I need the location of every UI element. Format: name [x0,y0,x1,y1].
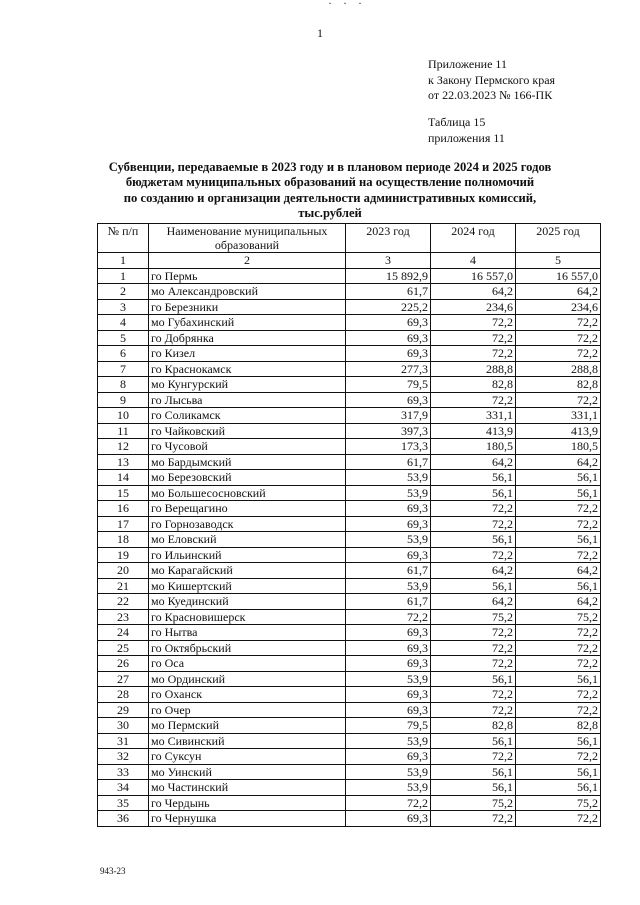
municipality-name: го Чердынь [149,795,346,811]
row-number: 13 [98,454,149,470]
row-number: 32 [98,749,149,765]
row-number: 6 [98,346,149,362]
table-row [98,470,601,486]
amount-2023: 61,7 [346,594,431,610]
table-row [98,656,601,672]
amount-2023: 61,7 [346,284,431,300]
amount-2023: 69,3 [346,392,431,408]
row-number: 15 [98,485,149,501]
municipality-name: мо Александровский [149,284,346,300]
row-number: 2 [98,284,149,300]
column-index: 4 [431,253,516,269]
row-number: 17 [98,516,149,532]
amount-2025: 72,2 [516,749,601,765]
amount-2025: 72,2 [516,625,601,641]
amount-2024: 56,1 [431,532,516,548]
municipality-name: го Чайковский [149,423,346,439]
table-row [98,547,601,563]
table-row [98,299,601,315]
amount-2024: 180,5 [431,439,516,455]
table-row [98,392,601,408]
table-row [98,718,601,734]
title-line: по созданию и организации деятельности административных комиссий, [123,190,537,205]
table-row [98,780,601,796]
municipality-name: го Ильинский [149,547,346,563]
amount-2023: 53,9 [346,780,431,796]
appendix-reference [428,57,555,104]
municipality-name: мо Березовский [149,470,346,486]
row-number: 11 [98,423,149,439]
amount-2025: 72,2 [516,315,601,331]
amount-2023: 69,3 [346,346,431,362]
municipality-name: мо Уинский [149,764,346,780]
document-title [60,160,600,221]
row-number: 14 [98,470,149,486]
municipality-name: мо Губахинский [149,315,346,331]
table-row [98,361,601,377]
amount-2024: 72,2 [431,749,516,765]
amount-2023: 53,9 [346,578,431,594]
amount-2023: 53,9 [346,671,431,687]
amount-2023: 69,3 [346,656,431,672]
amount-2023: 397,3 [346,423,431,439]
page-number: 1 [317,26,323,40]
appendix-line: Приложение 11 [428,57,507,71]
amount-2023: 277,3 [346,361,431,377]
municipality-name: го Очер [149,702,346,718]
scan-marks: · · · [328,0,366,10]
column-index: 2 [149,253,346,269]
row-number: 23 [98,609,149,625]
amount-2023: 79,5 [346,377,431,393]
amount-2023: 69,3 [346,516,431,532]
row-number: 8 [98,377,149,393]
amount-2024: 72,2 [431,656,516,672]
amount-2023: 69,3 [346,547,431,563]
table-row [98,609,601,625]
amount-2025: 56,1 [516,470,601,486]
amount-2023: 69,3 [346,811,431,827]
amount-2024: 75,2 [431,795,516,811]
table-row [98,423,601,439]
amount-2025: 234,6 [516,299,601,315]
amount-2024: 64,2 [431,284,516,300]
row-number: 30 [98,718,149,734]
table-row [98,532,601,548]
municipality-name: го Суксун [149,749,346,765]
amount-2025: 75,2 [516,795,601,811]
amount-2024: 56,1 [431,485,516,501]
amount-2025: 56,1 [516,733,601,749]
table-row [98,795,601,811]
amount-2025: 72,2 [516,811,601,827]
column-index-row [98,253,601,269]
row-number: 4 [98,315,149,331]
row-number: 16 [98,501,149,517]
amount-2024: 72,2 [431,501,516,517]
amount-2024: 72,2 [431,392,516,408]
amount-2024: 72,2 [431,315,516,331]
municipality-name: го Верещагино [149,501,346,517]
header-2024: 2024 год [431,224,516,253]
amount-2023: 225,2 [346,299,431,315]
table-row [98,563,601,579]
amount-2025: 64,2 [516,454,601,470]
amount-2025: 72,2 [516,346,601,362]
amount-2025: 64,2 [516,284,601,300]
amount-2024: 56,1 [431,671,516,687]
table-row [98,284,601,300]
amount-2023: 53,9 [346,532,431,548]
table-row [98,454,601,470]
amount-2024: 331,1 [431,408,516,424]
amount-2024: 64,2 [431,594,516,610]
amount-2023: 69,3 [346,315,431,331]
amount-2025: 16 557,0 [516,268,601,284]
amount-2023: 173,3 [346,439,431,455]
municipality-name: го Оханск [149,687,346,703]
table-reference-line: приложения 11 [428,130,505,145]
row-number: 35 [98,795,149,811]
row-number: 31 [98,733,149,749]
amount-2025: 180,5 [516,439,601,455]
amount-2024: 56,1 [431,578,516,594]
table-row [98,268,601,284]
municipality-name: го Октябрьский [149,640,346,656]
amount-2023: 69,3 [346,687,431,703]
municipality-name: мо Карагайский [149,563,346,579]
row-number: 20 [98,563,149,579]
municipality-name: го Красновишерск [149,609,346,625]
municipality-name: го Краснокамск [149,361,346,377]
document-code: 943-23 [100,866,126,876]
municipality-name: го Чусовой [149,439,346,455]
amount-2025: 72,2 [516,330,601,346]
amount-2023: 69,3 [346,640,431,656]
row-number: 12 [98,439,149,455]
row-number: 5 [98,330,149,346]
table-row [98,811,601,827]
amount-2023: 61,7 [346,563,431,579]
amount-2025: 413,9 [516,423,601,439]
row-number: 22 [98,594,149,610]
amount-2024: 16 557,0 [431,268,516,284]
table-row [98,749,601,765]
amount-2025: 56,1 [516,671,601,687]
municipality-name: го Горнозаводск [149,516,346,532]
column-index: 1 [98,253,149,269]
amount-2024: 72,2 [431,547,516,563]
municipality-name: го Оса [149,656,346,672]
amount-2023: 69,3 [346,702,431,718]
amount-2023: 69,3 [346,749,431,765]
table-row [98,315,601,331]
row-number: 18 [98,532,149,548]
amount-2025: 56,1 [516,780,601,796]
municipality-name: мо Куединский [149,594,346,610]
amount-2025: 72,2 [516,392,601,408]
amount-2024: 75,2 [431,609,516,625]
amount-2024: 82,8 [431,377,516,393]
municipality-name: мо Еловский [149,532,346,548]
amount-2025: 75,2 [516,609,601,625]
amount-2024: 56,1 [431,764,516,780]
table-row [98,594,601,610]
municipality-name: го Березники [149,299,346,315]
table-row [98,640,601,656]
amount-2024: 56,1 [431,780,516,796]
amount-2023: 53,9 [346,485,431,501]
amount-2025: 56,1 [516,764,601,780]
amount-2024: 72,2 [431,516,516,532]
table-row [98,346,601,362]
amount-2023: 69,3 [346,330,431,346]
table-row [98,578,601,594]
row-number: 19 [98,547,149,563]
amount-2024: 72,2 [431,640,516,656]
header-2025: 2025 год [516,224,601,253]
amount-2023: 317,9 [346,408,431,424]
row-number: 34 [98,780,149,796]
municipality-name: го Нытва [149,625,346,641]
amount-2024: 56,1 [431,470,516,486]
amount-2024: 72,2 [431,702,516,718]
amount-2025: 56,1 [516,578,601,594]
row-number: 9 [98,392,149,408]
table-row [98,439,601,455]
amount-2025: 72,2 [516,687,601,703]
row-number: 21 [98,578,149,594]
amount-2023: 69,3 [346,501,431,517]
municipality-name: мо Пермский [149,718,346,734]
amount-2023: 61,7 [346,454,431,470]
amount-2024: 72,2 [431,346,516,362]
amount-2024: 56,1 [431,733,516,749]
row-number: 10 [98,408,149,424]
column-index: 3 [346,253,431,269]
amount-2024: 72,2 [431,811,516,827]
table-row [98,702,601,718]
amount-2024: 413,9 [431,423,516,439]
amount-2024: 72,2 [431,625,516,641]
amount-2023: 15 892,9 [346,268,431,284]
row-number: 28 [98,687,149,703]
row-number: 24 [98,625,149,641]
amount-2023: 69,3 [346,625,431,641]
title-line: бюджетам муниципальных образований на осуществление полномочий [125,175,535,190]
header-2023: 2023 год [346,224,431,253]
amount-2024: 64,2 [431,563,516,579]
amount-2025: 72,2 [516,656,601,672]
amount-2025: 331,1 [516,408,601,424]
municipality-name: мо Кишертский [149,578,346,594]
municipality-name: го Чернушка [149,811,346,827]
amount-2025: 72,2 [516,640,601,656]
table-row [98,330,601,346]
municipality-name: мо Сивинский [149,733,346,749]
municipality-name: мо Бардымский [149,454,346,470]
amount-2025: 72,2 [516,702,601,718]
amount-2024: 64,2 [431,454,516,470]
amount-2025: 288,8 [516,361,601,377]
amount-2025: 64,2 [516,594,601,610]
amount-2025: 56,1 [516,532,601,548]
amount-2025: 82,8 [516,718,601,734]
table-header-row [98,224,601,253]
row-number: 26 [98,656,149,672]
amount-2023: 72,2 [346,609,431,625]
amount-2023: 53,9 [346,733,431,749]
municipality-name: го Соликамск [149,408,346,424]
amount-2023: 72,2 [346,795,431,811]
row-number: 25 [98,640,149,656]
row-number: 3 [98,299,149,315]
table-row [98,377,601,393]
municipality-name: мо Частинский [149,780,346,796]
amount-2024: 72,2 [431,687,516,703]
amount-2025: 72,2 [516,516,601,532]
table-row [98,671,601,687]
column-index: 5 [516,253,601,269]
header-num: № п/п [98,224,149,253]
amount-2023: 53,9 [346,764,431,780]
appendix-line: от 22.03.2023 № 166-ПК [428,88,553,102]
appendix-line: к Закону Пермского края [428,72,556,87]
amount-2025: 72,2 [516,501,601,517]
amount-2024: 288,8 [431,361,516,377]
municipality-name: мо Ординский [149,671,346,687]
amount-2024: 72,2 [431,330,516,346]
row-number: 33 [98,764,149,780]
table-row [98,501,601,517]
table-row [98,687,601,703]
table-row [98,408,601,424]
municipality-name: го Добрянка [149,330,346,346]
municipality-name: го Пермь [149,268,346,284]
table-reference-line: Таблица 15 [428,115,486,129]
table-row [98,733,601,749]
amount-2023: 79,5 [346,718,431,734]
amount-2025: 72,2 [516,547,601,563]
amount-2025: 64,2 [516,563,601,579]
row-number: 7 [98,361,149,377]
row-number: 29 [98,702,149,718]
amount-2025: 82,8 [516,377,601,393]
amount-2025: 56,1 [516,485,601,501]
table-row [98,625,601,641]
municipality-name: го Кизел [149,346,346,362]
row-number: 1 [98,268,149,284]
municipality-name: мо Большесосновский [149,485,346,501]
title-line: Субвенции, передаваемые в 2023 году и в плановом периоде 2024 и 2025 годов [108,160,552,174]
amount-2024: 82,8 [431,718,516,734]
subventions-table [97,223,601,827]
amount-2024: 234,6 [431,299,516,315]
table-row [98,516,601,532]
municipality-name: го Лысьва [149,392,346,408]
table-row [98,485,601,501]
table-reference [428,115,505,146]
header-name: Наименование муниципальных образований [149,224,346,253]
row-number: 27 [98,671,149,687]
municipality-name: мо Кунгурский [149,377,346,393]
row-number: 36 [98,811,149,827]
title-units: тыс.рублей [298,205,362,220]
table-row [98,764,601,780]
amount-2023: 53,9 [346,470,431,486]
